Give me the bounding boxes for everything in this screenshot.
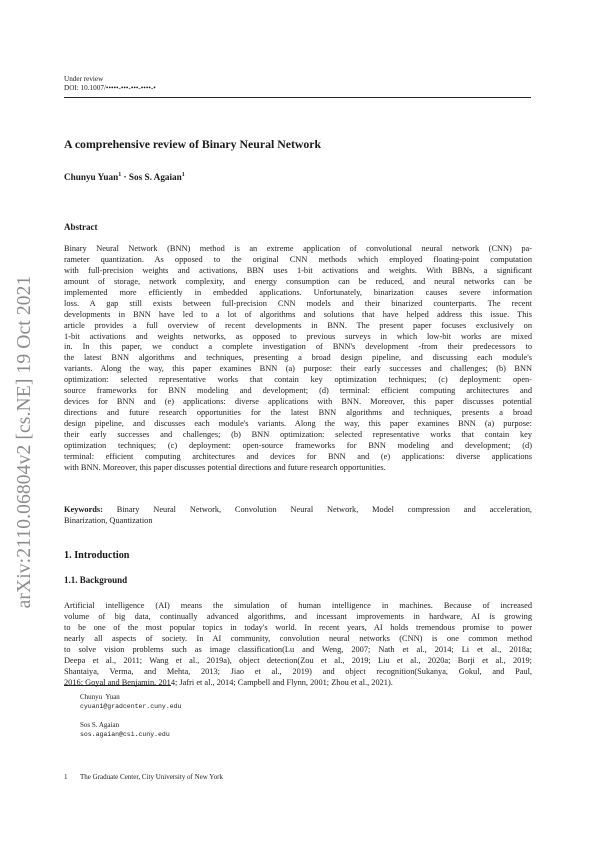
abstract-line: amount of storage, network complexity, and energy consumption can be reduced, and neural networks can be: [64, 276, 532, 286]
abstract-line: implemented more efficiently in embedded applications. Unfortunately, binarization causes severe information: [64, 287, 532, 297]
intro-line: 2016; Goyal and Benjamin, 2014; Jafri et al., 2014; Campbell and Flynn, 2001; Zhou et al., 2021).: [64, 677, 393, 687]
abstract-line: rameter quantization. As opposed to the original CNN methods which employed floating-point computation: [64, 254, 532, 264]
author-separator: ·: [121, 172, 129, 183]
author-contact-1: [80, 693, 181, 711]
abstract-line: Binary Neural Network (BNN) method is an extreme application of convolutional neural network (CNN) pa-: [64, 244, 532, 253]
abstract-line: directions and future research opportunities for the latest BNN algorithms and techniques, presents a broad: [64, 408, 532, 418]
affiliation-text: The Graduate Center, City University of New York: [80, 773, 223, 781]
abstract-line: article provides a full overview of recent developments in BNN. The present paper focuses exclusively on: [64, 320, 532, 330]
abstract-line: devices for BNN and (e) applications: diverse applications with BNN. Moreover, this paper discusses potential: [64, 397, 532, 407]
keywords-list-line-1: Binary Neural Network, Convolution Neural Network, Model compression and acceleration,: [102, 505, 532, 514]
subsection-heading-background: 1.1. Background: [64, 575, 128, 585]
intro-line: Deepa et al., 2011; Wang et al., 2019a), object detection(Zou et al., 2019; Liu et al., 2020a; Borji et al., 2019;: [64, 655, 532, 665]
intro-line: volume of big data, continually advanced algorithms, and incessant improvements in hardware, AI is growing: [64, 611, 532, 621]
doi-text: DOI: 10.1007/•••••-•••-•••-••••-•: [64, 84, 156, 92]
abstract-line: the latest BNN algorithms and techniques, presenting a broad design pipeline, and discussing each module's: [64, 353, 532, 363]
abstract-line: source frameworks for BNN modeling and development; (d) terminal: efficient computing architectures and: [64, 386, 532, 396]
abstract-line: loss. A gap still exists between full-precision CNN models and their binarized counterparts. The recent: [64, 298, 532, 308]
abstract-line: with full-precision weights and activations, BBN uses 1-bit activations and weights. With BBNs, a significant: [64, 265, 532, 275]
author-contact-2: [80, 721, 170, 739]
abstract-line: with BNN. Moreover, this paper discusses potential directions and future research opportunities.: [64, 462, 386, 472]
abstract-line: optimization techniques; (c) deployment: open-source frameworks for BNN modeling and development; (d): [64, 440, 532, 450]
abstract-line: developments in BNN have led to a lot of algorithms and solutions that have helped address this issue. This: [64, 309, 532, 319]
intro-line: to solve vision problems such as image classification(Lu and Weng, 2007; Nath et al., 2014; Li et al., 2018a;: [64, 644, 532, 654]
footnote-rule: [64, 685, 171, 686]
abstract-heading: Abstract: [64, 222, 98, 232]
affiliation-number: 1: [64, 773, 68, 781]
contact-name-1: Chunyu Yuan: [80, 693, 120, 701]
abstract-line: their early successes and challenges; (b) BNN optimization: selected representative works that contain key: [64, 429, 532, 439]
abstract-line: 1-bit activations and weights networks, as opposed to previous surveys in which low-bit works are mixed: [64, 331, 532, 341]
arxiv-identifier: arXiv:2110.06804v2 [cs.NE] 19 Oct 2021: [14, 275, 35, 609]
author-2-affil-mark: 1: [181, 172, 185, 178]
abstract-line: design pipeline, and discusses each module's variants. Along the way, this paper examines BNN (a) purpose:: [64, 419, 532, 428]
journal-header: [64, 75, 156, 93]
author-1-affil-mark: 1: [118, 172, 122, 178]
intro-line: Shantaiya, Verma, and Mehta, 2013; Jiao et al., 2019) and object recognition(Sukanya, Gokul, and Paul,: [64, 666, 532, 676]
author-line: [64, 172, 185, 182]
abstract-line: variants. Along the way, this paper examines BNN (a) purpose: their early successes and challenges; (b) BNN: [64, 364, 532, 374]
contact-name-2: Sos S. Agaian: [80, 721, 120, 729]
author-1: Chunyu Yuan: [64, 172, 119, 183]
abstract-line: terminal: efficient computing architectures and devices for BNN and (e) applications: diverse applications: [64, 451, 532, 461]
author-2: Sos S. Agaian: [128, 172, 182, 183]
section-heading-introduction: 1. Introduction: [64, 550, 130, 561]
contact-email-1: cyuan1@gradcenter.cuny.edu: [80, 703, 182, 711]
keywords-label: Keywords:: [64, 505, 103, 514]
intro-line: nearly all aspects of society. In AI community, convolution neural networks (CNN) is one common method: [64, 633, 532, 643]
header-rule: [64, 97, 531, 98]
keywords-list-line-2: Binarization, Quantization: [64, 515, 153, 525]
intro-line: Artificial intelligence (AI) means the simulation of human intelligence in machines. Because of increased: [64, 601, 532, 610]
abstract-line: optimization: selected representative works that contain key optimization techniques; (c) deployment: open-: [64, 375, 532, 385]
contact-email-2: sos.agaian@csi.cuny.edu: [80, 731, 170, 739]
abstract-body: [64, 244, 532, 474]
keywords-block: [64, 505, 532, 527]
affiliation-footnote: [64, 773, 223, 781]
abstract-line: in. In this paper, we conduct a complete investigation of BNN's development -from their predecessors to: [64, 342, 532, 352]
arxiv-sidebar-stamp: [10, 262, 40, 622]
review-status: Under review: [64, 75, 104, 83]
paper-title: A comprehensive review of Binary Neural Network: [64, 137, 322, 151]
introduction-body: [64, 601, 532, 689]
intro-line: to be one of the most popular topics in today's world. In recent years, AI holds tremendous promise to power: [64, 622, 532, 632]
